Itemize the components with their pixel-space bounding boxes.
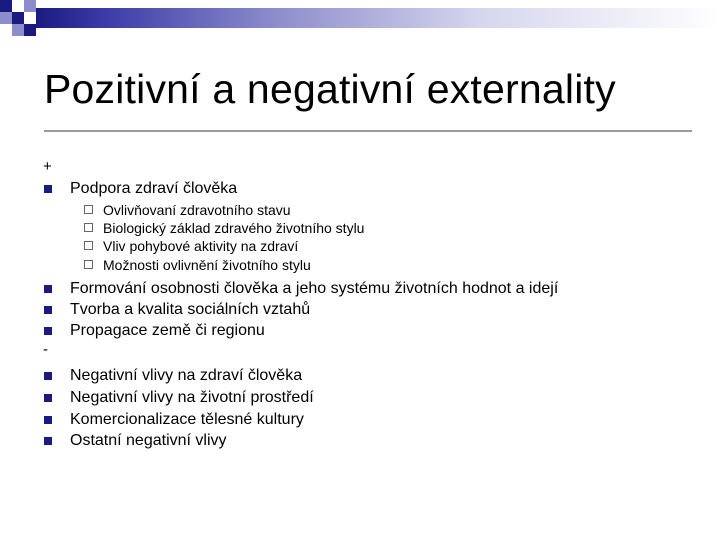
hollow-square-bullet-icon [84, 223, 93, 232]
hollow-square-bullet-icon [84, 205, 93, 214]
list-item-text: Ostatní negativní vlivy [70, 432, 227, 449]
list-item-text: Formování osobnosti člověka a jeho systému životních hodnot a idejí [70, 280, 559, 297]
square-bullet-icon [44, 416, 52, 424]
deco-square [24, 12, 36, 24]
minus-marker: - [43, 341, 48, 358]
sub-list-item-text: Biologický základ zdravého životního stylu [103, 220, 365, 236]
deco-square [24, 24, 36, 36]
hollow-square-bullet-icon [84, 260, 93, 269]
sub-list-item-text: Možnosti ovlivnění životního stylu [103, 257, 311, 273]
square-bullet-icon [44, 437, 52, 445]
deco-square [12, 12, 24, 24]
slide-title: Pozitivní a negativní externality [44, 66, 616, 112]
deco-square [24, 0, 36, 12]
square-bullet-icon [44, 327, 52, 335]
title-underline [44, 130, 692, 132]
sub-list-item-text: Ovlivňovaní zdravotního stavu [103, 202, 291, 218]
plus-marker: + [43, 158, 52, 175]
hollow-square-bullet-icon [84, 241, 93, 250]
square-bullet-icon [44, 306, 52, 314]
list-item-text: Podpora zdraví člověka [70, 180, 238, 197]
list-item-text: Propagace země či regionu [70, 322, 265, 339]
list-item-text: Negativní vlivy na zdraví člověka [70, 367, 303, 384]
deco-square [12, 24, 24, 36]
square-bullet-icon [44, 285, 52, 293]
deco-square [12, 0, 24, 12]
deco-square [0, 12, 12, 24]
list-item-text: Negativní vlivy na životní prostředí [70, 389, 314, 406]
square-bullet-icon [44, 394, 52, 402]
header-gradient-bar [36, 8, 720, 28]
deco-square [0, 0, 12, 12]
list-item-text: Tvorba a kvalita sociálních vztahů [70, 301, 311, 318]
square-bullet-icon [44, 185, 52, 193]
sub-list-item-text: Vliv pohybové aktivity na zdraví [103, 238, 299, 254]
list-item-text: Komercionalizace tělesné kultury [70, 411, 304, 428]
square-bullet-icon [44, 372, 52, 380]
